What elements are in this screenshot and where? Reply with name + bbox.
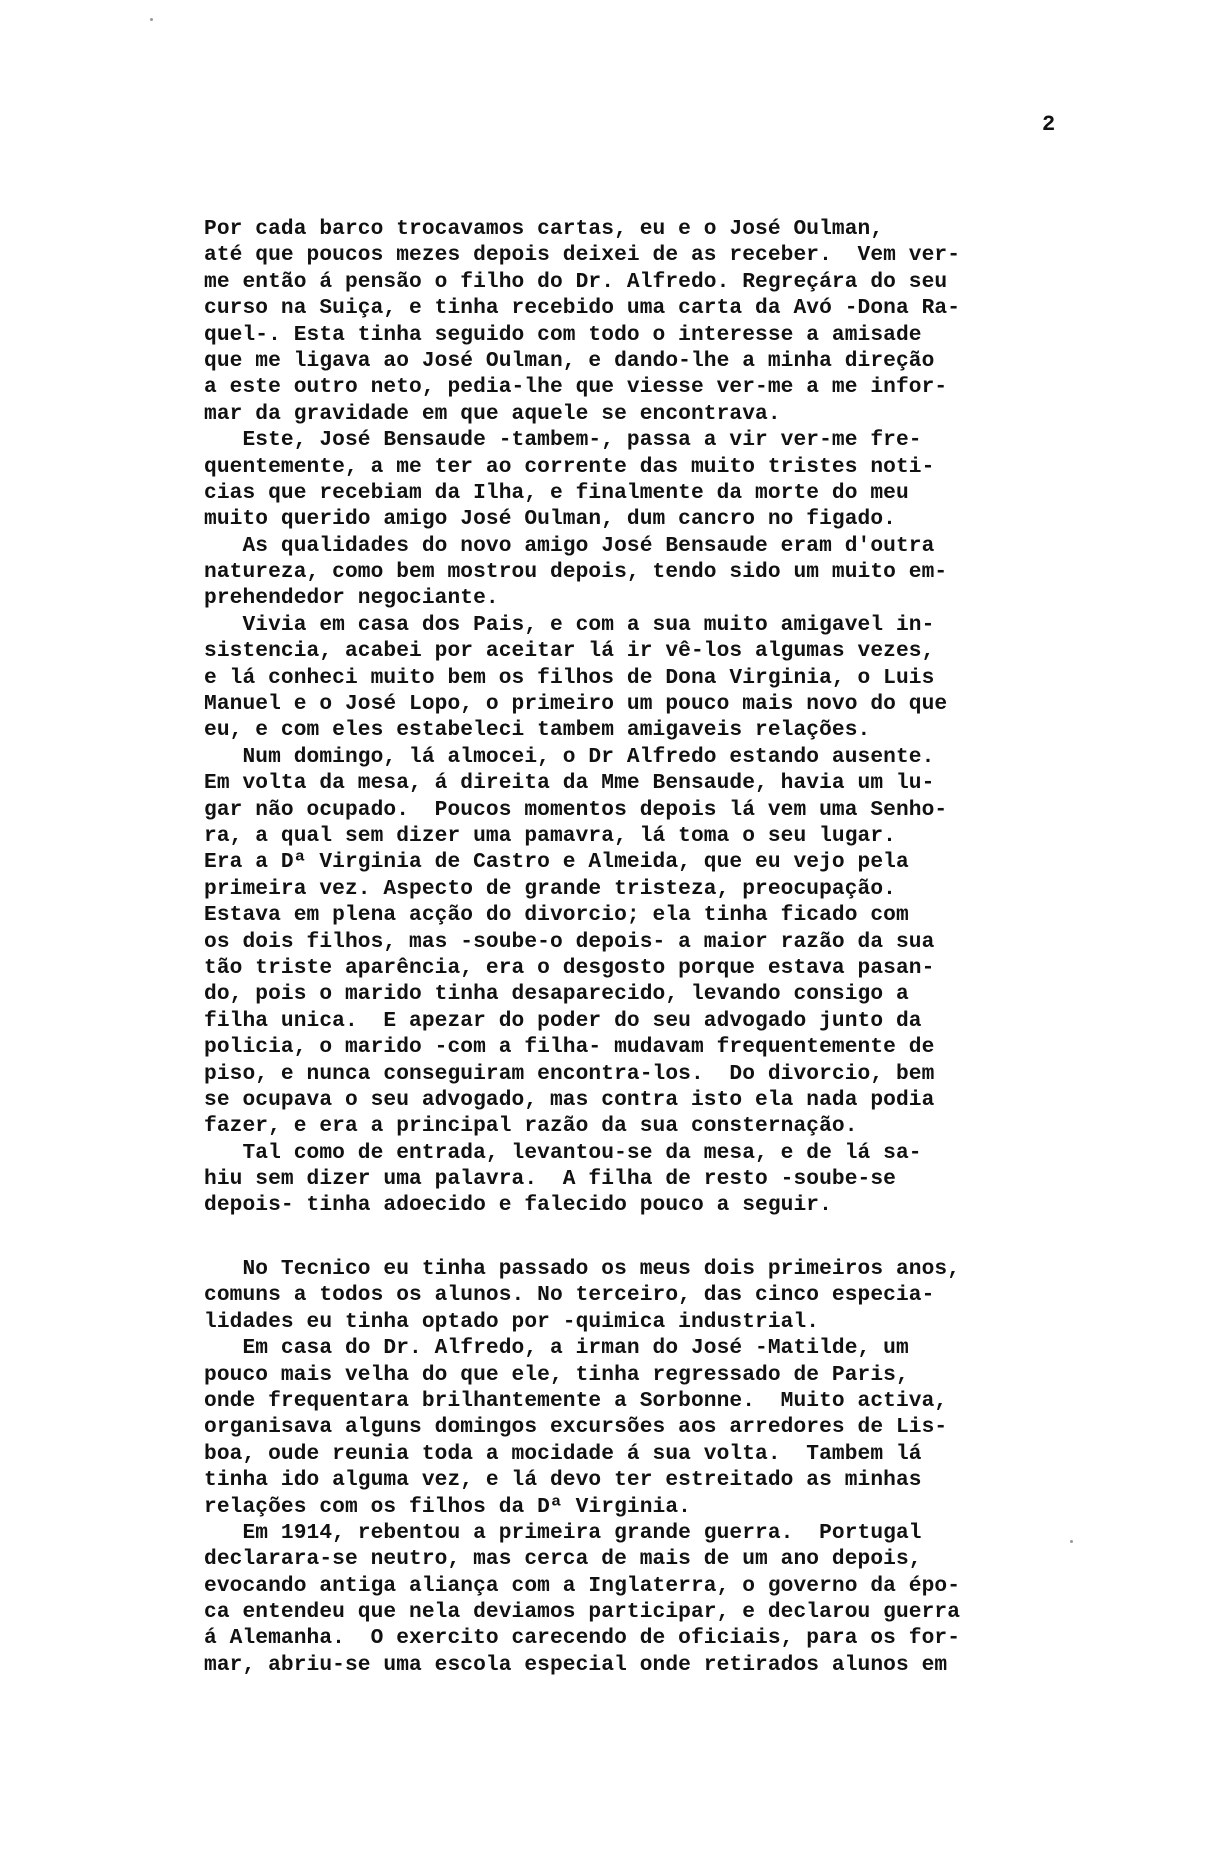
text-line: ca entendeu que nela deviamos participar, e declarou guerra	[204, 1600, 961, 1625]
text-line: As qualidades do novo amigo José Bensaude eram d'outra	[204, 533, 935, 558]
text-line: prehendedor negociante.	[204, 586, 499, 611]
text-line: sistencia, acabei por aceitar lá ir vê-los algumas vezes,	[204, 639, 935, 664]
text-line: natureza, como bem mostrou depois, tendo sido um muito em-	[204, 560, 948, 585]
scan-speck	[150, 18, 153, 21]
text-line: Em casa do Dr. Alfredo, a irman do José -Matilde, um	[204, 1336, 909, 1361]
text-line: Estava em plena acção do divorcio; ela tinha ficado com	[204, 903, 909, 928]
text-line: cias que recebiam da Ilha, e finalmente da morte do meu	[204, 480, 909, 505]
text-line: policia, o marido -com a filha- mudavam frequentemente de	[204, 1035, 935, 1060]
text-line: á Alemanha. O exercito carecendo de oficiais, para os for-	[204, 1626, 961, 1651]
text-line: onde frequentara brilhantemente a Sorbonne. Muito activa,	[204, 1388, 948, 1413]
text-line: que me ligava ao José Oulman, e dando-lhe a minha direção	[204, 348, 935, 373]
text-line: piso, e nunca conseguiram encontra-los. Do divorcio, bem	[204, 1061, 935, 1086]
text-line: e lá conheci muito bem os filhos de Dona Virginia, o Luis	[204, 665, 935, 690]
text-line: Era a Dª Virginia de Castro e Almeida, que eu vejo pela	[204, 850, 909, 875]
text-line: tão triste aparência, era o desgosto porque estava pasan-	[204, 955, 935, 980]
text-line: evocando antiga aliança com a Inglaterra, o governo da épo-	[204, 1573, 961, 1598]
text-line: Este, José Bensaude -tambem-, passa a vir ver-me fre-	[204, 428, 922, 453]
text-line: ra, a qual sem dizer uma pamavra, lá toma o seu lugar.	[204, 823, 896, 848]
text-line: curso na Suiça, e tinha recebido uma carta da Avó -Dona Ra-	[204, 296, 961, 321]
text-line: pouco mais velha do que ele, tinha regressado de Paris,	[204, 1362, 909, 1387]
text-line: depois- tinha adoecido e falecido pouco a seguir.	[204, 1193, 832, 1218]
text-line: mar, abriu-se uma escola especial onde retirados alunos em	[204, 1652, 948, 1677]
text-line: filha unica. E apezar do poder do seu advogado junto da	[204, 1008, 922, 1033]
text-line: Em volta da mesa, á direita da Mme Bensaude, havia um lu-	[204, 771, 935, 796]
text-line: Por cada barco trocavamos cartas, eu e o José Oulman,	[204, 217, 884, 241]
text-line: eu, e com eles estabeleci tambem amigaveis relações.	[204, 718, 871, 743]
paragraph-block-2	[204, 1256, 1144, 1678]
text-line: boa, oude reunia toda a mocidade á sua volta. Tambem lá	[204, 1441, 922, 1466]
text-line: No Tecnico eu tinha passado os meus dois primeiros anos,	[204, 1257, 961, 1281]
text-line: Vivia em casa dos Pais, e com a sua muito amigavel in-	[204, 612, 935, 637]
text-line: Em 1914, rebentou a primeira grande guerra. Portugal	[204, 1520, 922, 1545]
text-line: lidades eu tinha optado por -quimica industrial.	[204, 1309, 820, 1334]
text-line: Tal como de entrada, levantou-se da mesa, e de lá sa-	[204, 1140, 922, 1165]
text-line: se ocupava o seu advogado, mas contra isto ela nada podia	[204, 1087, 935, 1112]
text-line: os dois filhos, mas -soube-o depois- a maior razão da sua	[204, 929, 935, 954]
text-line: organisava alguns domingos excursões aos arredores de Lis-	[204, 1415, 948, 1440]
text-line: gar não ocupado. Poucos momentos depois lá vem uma Senho-	[204, 797, 948, 822]
text-line: Manuel e o José Lopo, o primeiro um pouco mais novo do que	[204, 692, 948, 717]
text-line: declarara-se neutro, mas cerca de mais de um ano depois,	[204, 1547, 922, 1572]
text-line: comuns a todos os alunos. No terceiro, das cinco especia-	[204, 1283, 935, 1308]
text-line: quentemente, a me ter ao corrente das muito tristes noti-	[204, 454, 935, 479]
text-line: fazer, e era a principal razão da sua consternação.	[204, 1114, 858, 1139]
text-line: me então á pensão o filho do Dr. Alfredo. Regreçára do seu	[204, 269, 948, 294]
text-line: hiu sem dizer uma palavra. A filha de resto -soube-se	[204, 1167, 896, 1192]
text-line: até que poucos mezes depois deixei de as receber. Vem ver-	[204, 243, 961, 268]
paragraph-block-1	[204, 216, 1144, 1219]
text-line: primeira vez. Aspecto de grande tristeza, preocupação.	[204, 876, 896, 901]
text-line: relações com os filhos da Dª Virginia.	[204, 1494, 691, 1519]
text-line: muito querido amigo José Oulman, dum cancro no figado.	[204, 507, 896, 532]
text-line: quel-. Esta tinha seguido com todo o interesse a amisade	[204, 322, 922, 347]
page-number: 2	[1042, 112, 1056, 137]
text-line: mar da gravidade em que aquele se encontrava.	[204, 401, 781, 426]
text-line: a este outro neto, pedia-lhe que viesse ver-me a me infor-	[204, 375, 948, 400]
scan-speck	[1070, 1540, 1073, 1543]
text-line: do, pois o marido tinha desaparecido, levando consigo a	[204, 982, 909, 1007]
text-line: tinha ido alguma vez, e lá devo ter estreitado as minhas	[204, 1468, 922, 1493]
text-line: Num domingo, lá almocei, o Dr Alfredo estando ausente.	[204, 744, 935, 769]
